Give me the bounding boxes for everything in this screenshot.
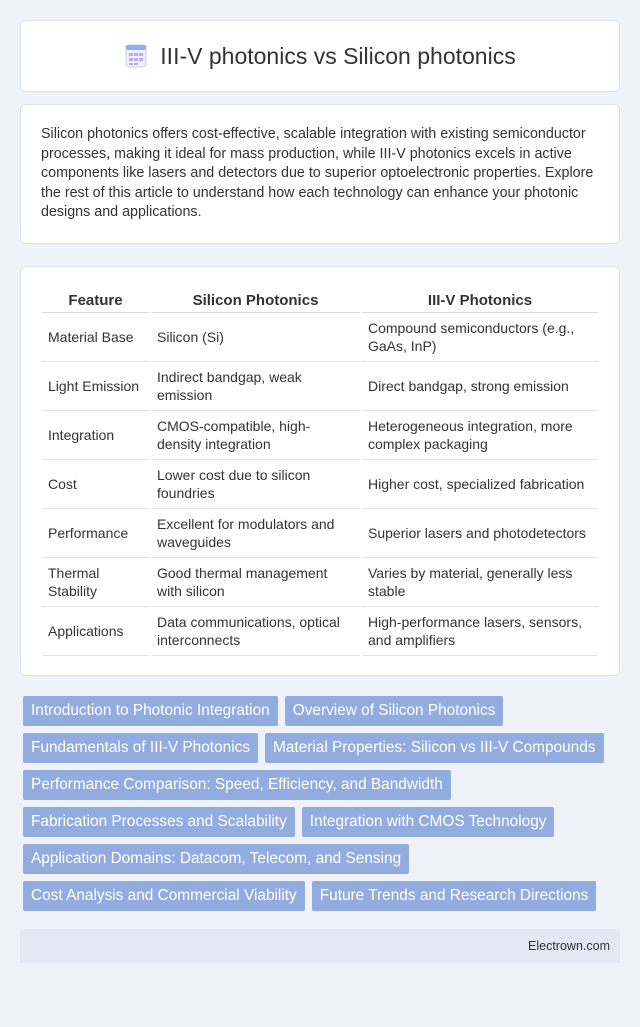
document-icon (124, 43, 148, 69)
column-header-feature: Feature (42, 287, 150, 312)
comparison-table (42, 287, 598, 656)
topic-link-introduction[interactable]: Introduction to Photonic Integration (23, 696, 278, 726)
topic-link-application-domains[interactable]: Application Domains: Datacom, Telecom, and Sensing (23, 844, 409, 874)
table-cell: Compound semiconductors (e.g., GaAs, InP) (361, 312, 598, 361)
table-cell: Performance (42, 508, 150, 557)
table-row (42, 508, 598, 557)
table-header-row (42, 287, 598, 312)
column-header-iiiv: III-V Photonics (361, 287, 598, 312)
topic-link-iiiv-fundamentals[interactable]: Fundamentals of III-V Photonics (23, 733, 258, 763)
column-header-silicon: Silicon Photonics (150, 287, 361, 312)
table-cell: Thermal Stability (42, 557, 150, 606)
intro-text: Silicon photonics offers cost-effective, scalable integration with existing semiconductor processes, making it ideal for mass production, while III-V photonics excels in active components like lasers and detectors due to superior optoelectronic properties. Explore the rest of this article to understand how each technology can enhance your photonic designs and applications. (41, 126, 594, 221)
table-cell: Lower cost due to silicon foundries (150, 459, 361, 508)
table-cell: Cost (42, 459, 150, 508)
table-cell: Data communications, optical interconnects (150, 606, 361, 655)
table-cell: Direct bandgap, strong emission (361, 361, 598, 410)
table-cell: Higher cost, specialized fabrication (361, 459, 598, 508)
table-cell: Good thermal management with silicon (150, 557, 361, 606)
topic-link-performance-comparison[interactable]: Performance Comparison: Speed, Efficiency, and Bandwidth (23, 770, 451, 800)
table-row (42, 361, 598, 410)
table-cell: Light Emission (42, 361, 150, 410)
page-title: III-V photonics vs Silicon photonics (160, 42, 516, 69)
table-cell: Silicon (Si) (150, 312, 361, 361)
table-cell: Applications (42, 606, 150, 655)
table-cell: CMOS-compatible, high-density integration (150, 410, 361, 459)
table-row (42, 312, 598, 361)
topic-link-fabrication[interactable]: Fabrication Processes and Scalability (23, 807, 295, 837)
table-cell: Varies by material, generally less stable (361, 557, 598, 606)
footer (20, 929, 620, 963)
table-cell: Integration (42, 410, 150, 459)
footer-site-name: Electrown.com (528, 939, 610, 953)
topic-link-material-properties[interactable]: Material Properties: Silicon vs III-V Compounds (265, 733, 603, 763)
topic-link-cost-analysis[interactable]: Cost Analysis and Commercial Viability (23, 881, 305, 911)
table-row (42, 557, 598, 606)
table-cell: Superior lasers and photodetectors (361, 508, 598, 557)
topic-link-cmos-integration[interactable]: Integration with CMOS Technology (302, 807, 555, 837)
table-cell: Heterogeneous integration, more complex packaging (361, 410, 598, 459)
table-row (42, 459, 598, 508)
table-cell: Excellent for modulators and waveguides (150, 508, 361, 557)
table-row (42, 606, 598, 655)
topic-link-silicon-overview[interactable]: Overview of Silicon Photonics (285, 696, 504, 726)
table-cell: High-performance lasers, sensors, and amplifiers (361, 606, 598, 655)
topic-links (23, 696, 623, 911)
table-row (42, 410, 598, 459)
topic-link-future-trends[interactable]: Future Trends and Research Directions (312, 881, 597, 911)
intro-section (20, 104, 620, 244)
comparison-table-card (20, 266, 620, 676)
page-header (20, 20, 620, 92)
table-cell: Material Base (42, 312, 150, 361)
table-cell: Indirect bandgap, weak emission (150, 361, 361, 410)
